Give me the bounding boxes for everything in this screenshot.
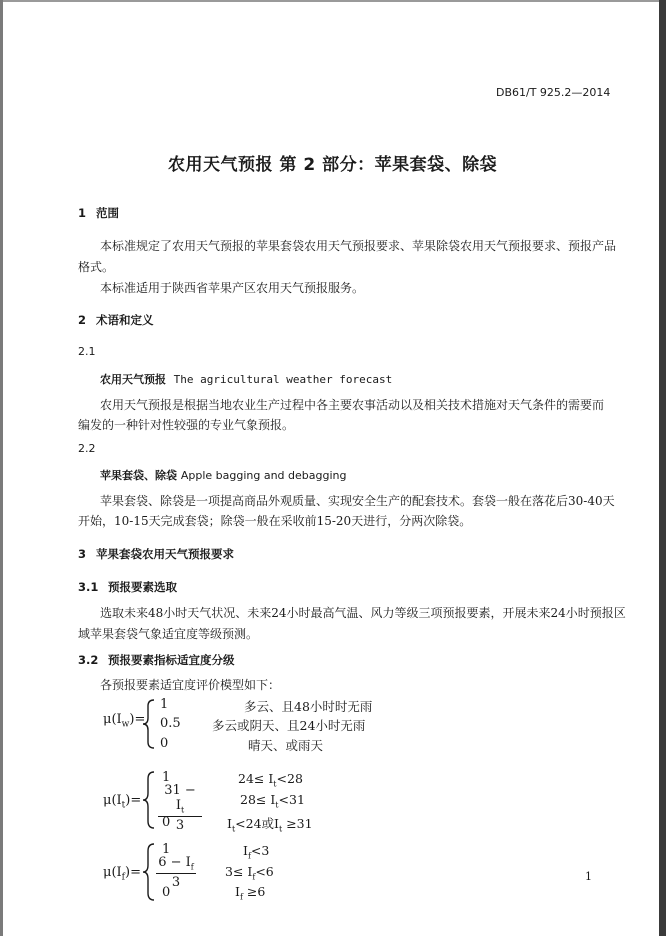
formula-wind-value-3: 0 [162,885,171,900]
section-3-2-heading [78,652,235,668]
section-1-title: 范围 [96,206,119,220]
section-2-heading [78,312,154,328]
formula-temperature-cond-1: $24\le I_t<28$ [238,771,303,789]
section-1-heading [78,205,119,221]
term-2-1-def-line-2: 编发的一种针对性较强的专业气象预报。 [78,418,295,432]
term-2-1-number: 2.1 [78,345,96,358]
formula-weather-cond-2: 多云或阴天、且24小时无雨 [212,718,366,733]
section-3-heading [78,546,234,562]
section-2-number: 2 [78,313,87,327]
section-3-2-title: 预报要素指标适宜度分级 [108,653,235,667]
formula-temperature-cond-3: $I_t<24$或$I_t \ge 31$ [227,816,313,834]
section-3-1-number: 3.1 [78,580,99,594]
term-2-2-def-line-2: 开始，10-15天完成套袋；除袋一般在采收前15-20天进行，分两次除袋。 [78,514,472,528]
section-3-2-number: 3.2 [78,653,99,667]
section-3-1-title: 预报要素选取 [108,580,177,594]
term-2-2-def-line-1: 苹果套袋、除袋是一项提高商品外观质量、实现安全生产的配套技术。套袋一般在落花后30-40天 [100,494,615,508]
section-1-para-2: 本标准适用于陕西省苹果产区农用天气预报服务。 [100,281,365,295]
section-3-number: 3 [78,547,87,561]
section-2-title: 术语和定义 [96,313,154,327]
section-1-para-1-line-2: 格式。 [78,260,115,274]
formula-wind-cond-3: $I_f \ge 6$ [235,884,266,902]
section-3-1-para-line-1: 选取未来48小时天气状况、未来24小时最高气温、风力等级三项预报要素，开展未来24小时预报区 [100,606,626,620]
formula-wind-cond-2: $3\le I_f<6$ [225,864,274,882]
formula-weather-value-3: 0 [160,736,169,751]
formula-wind-lhs: $\mu(I_f)=$ [103,865,141,883]
formula-wind-numerator: $6 - I_f$ [158,855,194,872]
term-2-1-cn: 农用天气预报 [100,373,166,386]
term-2-2-number: 2.2 [78,442,96,455]
formula-temperature-cond-2: $28\le I_t<31$ [240,792,305,810]
section-3-1-heading [78,579,177,595]
formula-weather-value-1: 1 [160,697,169,712]
fraction-bar [156,873,196,874]
term-2-2-cn: 苹果套袋、除袋 [100,469,177,482]
scan-edge-top [0,0,666,2]
formula-wind-brace [142,842,156,902]
term-2-1-def-line-1: 农用天气预报是根据当地农业生产过程中各主要农事活动以及相关技术措施对天气条件的需要而 [100,398,605,412]
formula-wind-cond-1: $I_f<3$ [243,843,270,861]
formula-temperature-lhs: $\mu(I_t)=$ [103,793,142,811]
term-2-2-en: Apple bagging and debagging [180,469,347,482]
formula-temperature-numerator: $31 - I_t$ [164,783,196,815]
term-2-2 [100,467,347,483]
section-3-2-intro: 各预报要素适宜度评价模型如下： [100,678,281,692]
standard-code: DB61/T 925.2—2014 [496,86,611,99]
page-number: 1 [585,870,592,883]
section-3-1-para-line-2: 域苹果套袋气象适宜度等级预测。 [78,627,259,641]
section-3-title: 苹果套袋农用天气预报要求 [96,547,234,561]
formula-weather-brace [142,698,156,750]
formula-weather-value-2: 0.5 [160,716,181,731]
term-2-1-en: The agricultural weather forecast [173,373,393,386]
formula-temperature-brace [142,770,156,830]
section-1-para-1-line-1: 本标准规定了农用天气预报的苹果套袋农用天气预报要求、苹果除袋农用天气预报要求、预报产品 [100,239,617,253]
formula-weather-lhs: $\mu(I_w)=$ [103,712,146,730]
term-2-1 [100,371,392,387]
formula-temperature-value-1: 1 [162,770,171,785]
scan-edge-right [659,0,666,936]
formula-weather-cond-1: 多云、且48小时时无雨 [244,699,373,714]
formula-temperature-value-3: 0 [162,815,171,830]
formula-weather-cond-3: 晴天、或雨天 [248,738,324,753]
scan-edge-left [0,0,3,936]
formula-wind-denominator: 3 [171,874,181,890]
formula-wind-value-1: 1 [162,842,171,857]
section-1-number: 1 [78,206,87,220]
page-title: 农用天气预报 第 2 部分：苹果套袋、除袋 [168,155,498,175]
formula-temperature-denominator: 3 [175,817,185,833]
